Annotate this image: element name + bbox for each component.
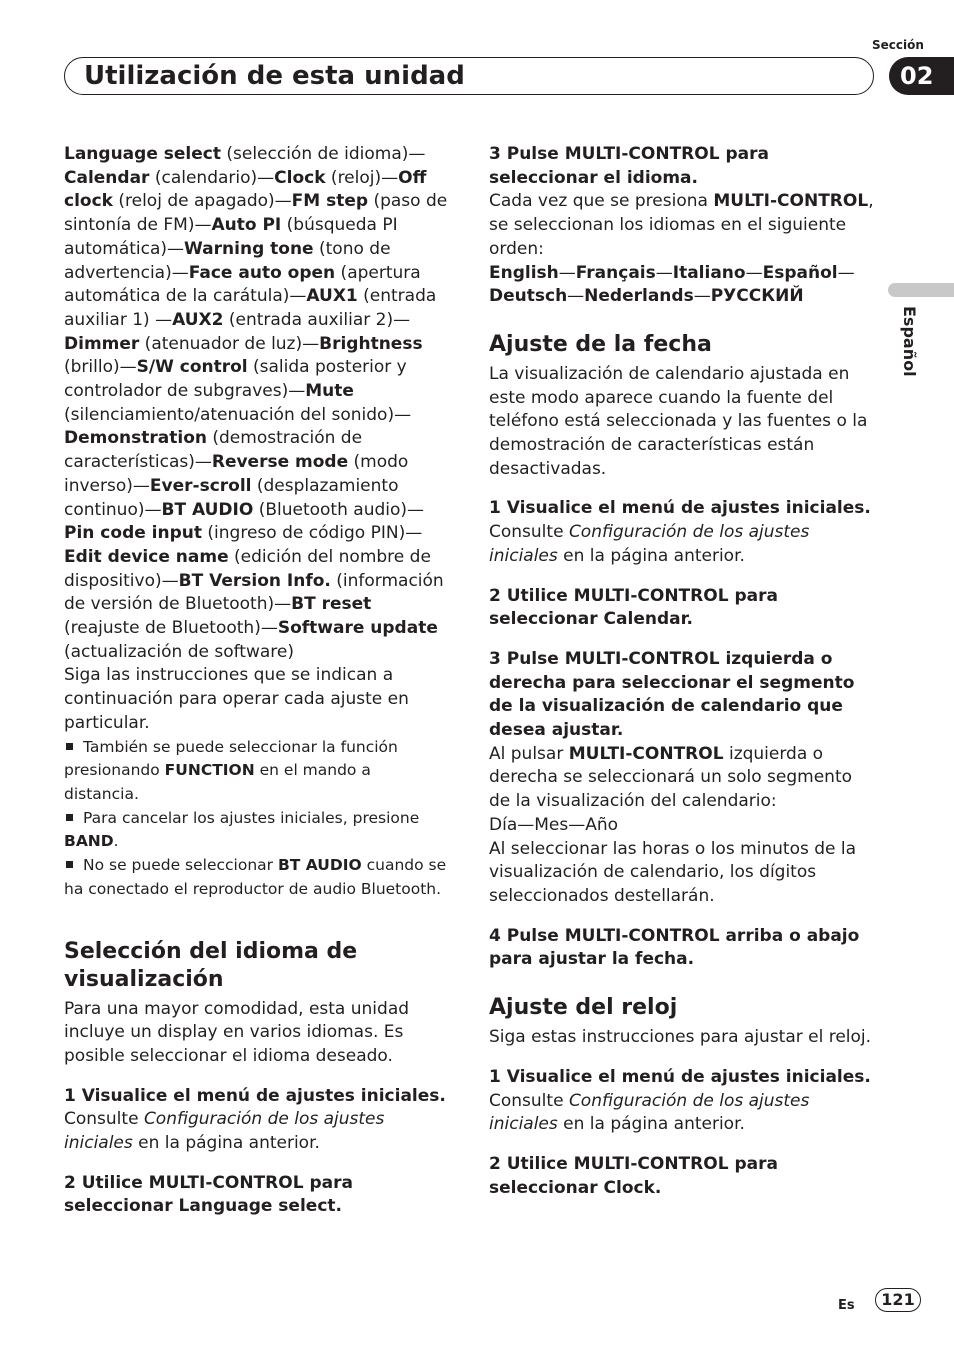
setting-desc: (Bluetooth audio)— <box>253 499 425 520</box>
setting-desc: (reloj)— <box>325 167 399 188</box>
language-order <box>489 262 877 309</box>
fecha-heading: Ajuste de la fecha <box>489 331 712 357</box>
right-column <box>489 143 877 1200</box>
lang-step-2: 2 Utilice MULTI-CONTROL para seleccionar Language select. <box>64 1172 353 1217</box>
setting-name: AUX1 <box>306 286 358 307</box>
setting-name: Dimmer <box>64 333 140 354</box>
setting-desc: (desplazamiento continuo)— <box>64 475 399 520</box>
fecha-step-1-body: Consulte Configuración de los ajustes iniciales en la página anterior. <box>489 522 810 566</box>
setting-name: Clock <box>274 167 326 188</box>
reloj-step-2: 2 Utilice MULTI-CONTROL para seleccionar Clock. <box>489 1153 778 1198</box>
language-option: Español <box>762 262 838 283</box>
reloj-heading: Ajuste del reloj <box>489 995 678 1021</box>
bullet-icon <box>66 861 73 868</box>
note-bt-audio: No se puede seleccionar BT AUDIO cuando se ha conectado el reproductor de audio Bluetooth. <box>64 856 447 898</box>
section-number-badge: 02 <box>889 57 954 95</box>
setting-name: Edit device name <box>64 546 229 567</box>
follow-text: Siga las instrucciones que se indican a continuación para operar cada ajuste en particular. <box>64 665 409 733</box>
setting-desc: (reajuste de Bluetooth)— <box>64 618 278 639</box>
seccion-label: Sección <box>872 38 924 52</box>
setting-desc: (brillo)— <box>64 357 137 378</box>
fecha-step-3-order: Día—Mes—Año <box>489 814 619 835</box>
language-separator: — <box>693 286 711 307</box>
setting-name: BT AUDIO <box>161 499 254 520</box>
setting-name: Language select <box>64 144 221 164</box>
setting-desc: (atenuador de luz)— <box>139 333 320 354</box>
setting-desc: (salida posterior y controlador de subgraves)— <box>64 357 407 402</box>
language-option: Français <box>575 262 656 283</box>
setting-name: Warning tone <box>184 238 314 259</box>
setting-desc: (búsqueda PI automática)— <box>64 215 398 259</box>
setting-name: Brightness <box>319 333 423 354</box>
setting-name: Ever-scroll <box>149 475 252 496</box>
setting-name: Mute <box>305 381 354 402</box>
language-separator: — <box>837 262 855 283</box>
note-function: También se puede seleccionar la función presionando FUNCTION en el mando a distancia. <box>64 737 398 803</box>
setting-desc: (actualización de software) <box>64 641 294 662</box>
lang-intro: Para una mayor comodidad, esta unidad incluye un display en varios idiomas. Es posible seleccionar el idioma deseado. <box>64 998 410 1066</box>
reloj-step-1: 1 Visualice el menú de ajustes iniciales. <box>489 1066 871 1087</box>
setting-name: S/W control <box>136 357 248 378</box>
fecha-step-1: 1 Visualice el menú de ajustes iniciales. <box>489 498 871 519</box>
side-language-label: Español <box>900 306 919 377</box>
setting-name: Face auto open <box>188 262 336 283</box>
reloj-step-1-body: Consulte Configuración de los ajustes iniciales en la página anterior. <box>489 1090 810 1135</box>
page-title: Utilización de esta unidad <box>84 61 465 91</box>
lang-step-3-body: Cada vez que se presiona MULTI-CONTROL, se seleccionan los idiomas en el siguiente orden: <box>489 191 874 259</box>
fecha-intro: La visualización de calendario ajustada en este modo aparece cuando la fuente del teléfono está seleccionada y las fuentes o la demostración de características están desactivadas. <box>489 363 868 479</box>
setting-desc: (calendario)— <box>149 167 275 188</box>
setting-desc: (entrada auxiliar 1) — <box>64 286 437 330</box>
setting-name: Off clock <box>64 167 427 212</box>
setting-name: Demonstration <box>64 428 207 449</box>
setting-desc: (modo inverso)— <box>64 452 409 496</box>
language-separator: — <box>655 262 673 283</box>
page-number: 121 <box>875 1288 921 1312</box>
footer-lang-code: Es <box>838 1298 855 1313</box>
setting-desc: (edición del nombre de dispositivo)— <box>64 546 431 591</box>
setting-desc: (entrada auxiliar 2)— <box>223 309 411 330</box>
setting-desc: (silenciamiento/atenuación del sonido)— <box>64 404 412 425</box>
setting-desc: (paso de sintonía de FM)— <box>64 191 448 236</box>
setting-desc: (tono de advertencia)— <box>64 238 391 283</box>
language-separator: — <box>745 262 763 283</box>
language-option: Italiano <box>672 262 746 283</box>
setting-desc: (información de versión de Bluetooth)— <box>64 570 444 615</box>
settings-list <box>64 143 449 664</box>
setting-name: Auto PI <box>211 215 282 236</box>
fecha-step-3: 3 Pulse MULTI-CONTROL izquierda o derecha para seleccionar el segmento de la visualización de calendario que desea ajustar. <box>489 648 855 741</box>
setting-desc: (ingreso de código PIN)— <box>202 523 423 544</box>
setting-name: BT Version Info. <box>178 570 331 591</box>
setting-desc: (reloj de apagado)— <box>112 191 292 212</box>
reloj-intro: Siga estas instrucciones para ajustar el reloj. <box>489 1027 872 1048</box>
language-option: Deutsch <box>489 286 568 307</box>
lang-step-1: 1 Visualice el menú de ajustes iniciales. <box>64 1085 446 1106</box>
language-separator: — <box>567 286 585 307</box>
language-option: English <box>489 262 559 283</box>
note-band: Para cancelar los ajustes iniciales, presione BAND. <box>64 808 420 851</box>
bullet-icon <box>66 743 73 750</box>
setting-name: BT reset <box>291 594 372 615</box>
language-option: РУССКИЙ <box>710 286 804 307</box>
setting-name: Calendar <box>64 167 150 188</box>
language-separator: — <box>558 262 576 283</box>
setting-name: Reverse mode <box>211 452 349 473</box>
setting-name: Pin code input <box>64 523 203 544</box>
lang-heading: Selección del idioma de visualización <box>64 938 358 992</box>
lang-step-1-body: Consulte Configuración de los ajustes iniciales en la página anterior. <box>64 1109 385 1154</box>
language-option: Nederlands <box>584 286 694 307</box>
setting-name: Software update <box>277 618 438 639</box>
setting-desc: (demostración de características)— <box>64 428 363 473</box>
fecha-step-3-blink: Al seleccionar las horas o los minutos de la visualización de calendario, los dígitos seleccionados destellarán. <box>489 838 857 906</box>
lang-step-3: 3 Pulse MULTI-CONTROL para seleccionar el idioma. <box>489 144 769 188</box>
bullet-icon <box>66 814 73 821</box>
setting-name: FM step <box>291 191 369 212</box>
setting-desc: (apertura automática de la carátula)— <box>64 262 421 307</box>
left-column <box>64 143 449 1219</box>
side-tab <box>888 283 954 297</box>
setting-name: AUX2 <box>172 309 224 330</box>
fecha-step-3-body: Al pulsar MULTI-CONTROL izquierda o derecha se seleccionará un solo segmento de la visualización del calendario: <box>489 743 853 812</box>
fecha-step-2: 2 Utilice MULTI-CONTROL para seleccionar Calendar. <box>489 585 778 630</box>
setting-desc: (selección de idioma)— <box>220 144 426 164</box>
fecha-step-4: 4 Pulse MULTI-CONTROL arriba o abajo para ajustar la fecha. <box>489 925 860 970</box>
